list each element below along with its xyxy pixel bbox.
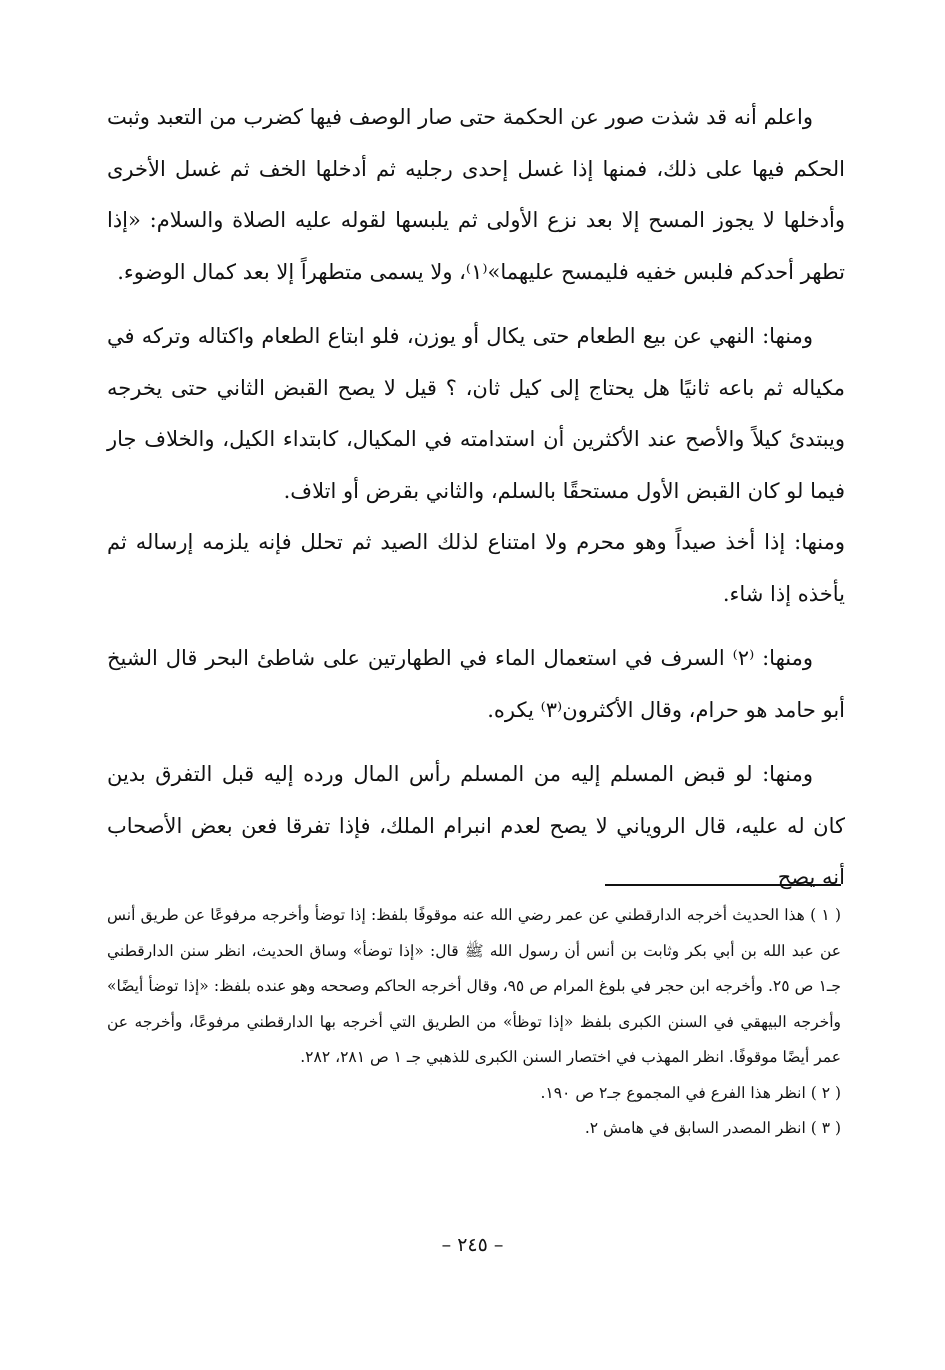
paragraph-salam-capital: ومنها: لو قبض المسلم إليه من المسلم رأس المال ورده إليه قبل التفرق بدين كان له عليه، قال الروياني لا يصح لعدم انبرام الملك، فإذا تفرقا فعن بعض الأصحاب أنه يصح [107,762,845,889]
paragraph-water-waste: ومنها: ⁽٢⁾ السرف في استعمال الماء في الطهارتين على شاطئ البحر قال الشيخ أبو حامد هو حرام، وقال الأكثرون⁽٣⁾ يكره. [107,646,845,722]
footnote-separator [605,884,841,886]
footnote-2: ( ٢ ) انظر هذا الفرع في المجموع جـ٢ ص ١٩٠. [540,1083,841,1102]
footnote-1: ( ١ ) هذا الحديث أخرجه الدارقطني عن عمر رضي الله عنه موقوفًا بلفظ: إذا توضأ وأخرجه مرفوعًا عن طريق أنس عن عبد الله بن أبي بكر وثابت بن أنس أن رسول الله ﷺ قال: «إذا توضأ» وساق الحديث، انظر سنن الدارقطني جـ١ ص ٢٥. وأخرجه ابن حجر في بلوغ المرام ص ٩٥، وقال أخرجه الحاكم وصححه وهو عنده بلفظ: «إذا توضأ أيضًا» وأخرجه البيهقي في السنن الكبرى بلفظ «إذا توظأ» من الطريق التي أخرجه بها الدارقطني مرفوعًا، وأخرجه عن عمر أيضًا موقوفًا. انظر المهذب في اختصار السنن الكبرى للذهبي جـ ١ ص ٢٨١، ٢٨٢. [107,906,842,1066]
footnotes [107,898,841,1147]
paragraph-hunting: ومنها: إذا أخذ صيداً وهو محرم ولا امتناع لذلك الصيد ثم تحلل فإنه يلزمه إرساله ثم يأخذه إذا شاء. [107,530,845,606]
paragraph-khuff: واعلم أنه قد شذت صور عن الحكمة حتى صار الوصف فيها كضرب من التعبد وثبت الحكم فيها على ذلك، فمنها إذا غسل إحدى رجليه ثم أدخلها الخف ثم غسل الأخرى وأدخلها لا يجوز المسح إلا بعد نزع الأولى ثم يلبسها لقوله عليه الصلاة والسلام: «إذا تطهر أحدكم فلبس خفيه فليمسح عليهما»⁽١⁾، ولا يسمى متطهراً إلا بعد كمال الوضوء. [107,105,845,284]
footnote-3: ( ٣ ) انظر المصدر السابق في هامش ٢. [584,1119,841,1137]
paragraph-food-sale: ومنها: النهي عن بيع الطعام حتى يكال أو يوزن، فلو ابتاع الطعام واكتاله وتركه في مكياله ثم باعه ثانيًا هل يحتاج إلى كيل ثان، ؟ قيل لا يصح القبض الثاني حتى يخرجه ويبتدئ كيلاً والأصح عند الأكثرين أن استدامته في المكيال، كابتداء الكيل، والخلاف جار فيما لو كان القبض الأول مستحقًا بالسلم، والثاني بقرض أو اتلاف. [107,324,845,503]
main-text [107,92,845,904]
page-number: – ٢٤٥ – [441,1234,504,1256]
